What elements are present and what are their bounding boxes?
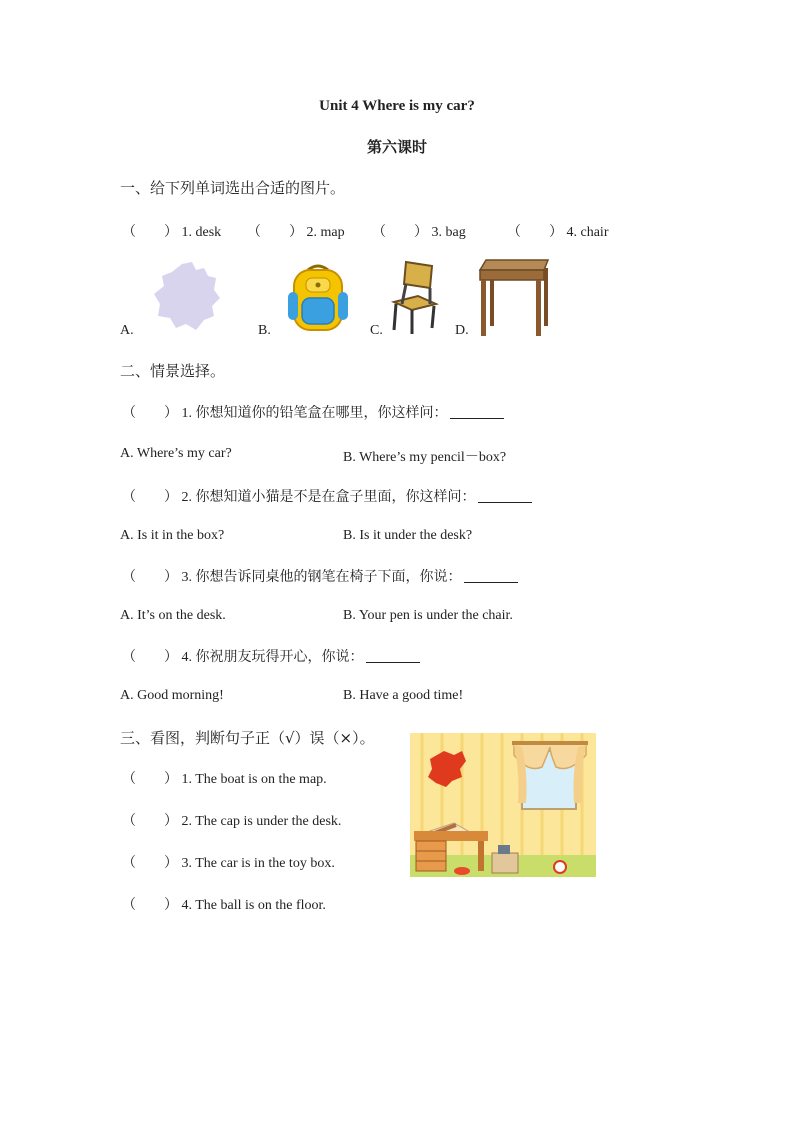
word-item-2 (247, 221, 345, 241)
question-4 (122, 646, 420, 666)
option-a: A. Good morning! (120, 688, 224, 703)
answer-paren[interactable]: （ ） (372, 225, 428, 240)
question-prompt: 你想告诉同桌他的钢笔在椅子下面，你说： (195, 569, 462, 585)
word-label: 2. map (306, 225, 345, 240)
answer-blank[interactable] (450, 404, 504, 419)
answer-blank[interactable] (464, 568, 518, 583)
word-label: 4. chair (566, 225, 609, 240)
answer-paren[interactable]: （ ） (122, 814, 178, 829)
word-label: 3. bag (431, 225, 466, 240)
answer-paren[interactable]: （ ） (247, 225, 303, 240)
room-scene-illustration (410, 733, 596, 877)
answer-paren[interactable]: （ ） (122, 490, 178, 505)
answer-paren[interactable]: （ ） (122, 406, 178, 421)
answer-paren[interactable]: （ ） (507, 225, 563, 240)
word-item-3 (372, 221, 466, 241)
question-prompt: 你想知道小猫是不是在盒子里面，你这样问： (195, 489, 476, 505)
map-icon (152, 260, 222, 332)
question-number: 2. (181, 490, 192, 505)
statement-3 (122, 852, 335, 872)
section-3-heading: 三、看图，判断句子正（√）误（×）。 (120, 729, 375, 747)
option-b: B. Is it under the desk? (343, 528, 473, 543)
statement-text: 4. The ball is on the floor. (181, 898, 326, 913)
page-title: Unit 4 Where is my car? (319, 98, 475, 114)
option-label-b: B. (258, 323, 271, 338)
question-prompt: 你想知道你的铅笔盒在哪里，你这样问： (195, 405, 448, 421)
word-item-4 (507, 221, 608, 241)
question-prompt: 你祝朋友玩得开心，你说： (195, 649, 364, 665)
option-b: B. Where’s my pencil－box? (343, 450, 507, 465)
option-b: B. Have a good time! (343, 688, 464, 703)
option-label-a: A. (120, 323, 134, 338)
question-3 (122, 566, 518, 586)
question-number: 3. (181, 570, 192, 585)
question-2 (122, 486, 532, 506)
statement-2 (122, 810, 341, 830)
option-b: B. Your pen is under the chair. (343, 608, 513, 623)
statement-4 (122, 894, 326, 914)
word-item-1 (122, 221, 221, 241)
answer-paren[interactable]: （ ） (122, 225, 178, 240)
answer-paren[interactable]: （ ） (122, 856, 178, 871)
schoolbag-icon (286, 262, 350, 334)
option-label-d: D. (455, 323, 469, 338)
statement-1 (122, 768, 327, 788)
answer-paren[interactable]: （ ） (122, 650, 178, 665)
answer-blank[interactable] (366, 648, 420, 663)
chair-icon (388, 258, 440, 336)
statement-text: 1. The boat is on the map. (181, 772, 327, 787)
statement-text: 2. The cap is under the desk. (181, 814, 342, 829)
option-a: A. Where’s my car? (120, 446, 232, 461)
answer-paren[interactable]: （ ） (122, 772, 178, 787)
option-a: A. It’s on the desk. (120, 608, 226, 623)
answer-paren[interactable]: （ ） (122, 570, 178, 585)
section-1-heading: 一、给下列单词选出合适的图片。 (120, 179, 346, 197)
question-number: 1. (181, 406, 192, 421)
section-2-heading: 二、情景选择。 (120, 362, 226, 380)
lesson-subtitle: 第六课时 (366, 138, 427, 156)
desk-icon (476, 258, 552, 338)
word-label: 1. desk (181, 225, 222, 240)
question-1 (122, 402, 504, 422)
question-number: 4. (181, 650, 192, 665)
answer-blank[interactable] (478, 488, 532, 503)
answer-paren[interactable]: （ ） (122, 898, 178, 913)
statement-text: 3. The car is in the toy box. (181, 856, 335, 871)
option-a: A. Is it in the box? (120, 528, 225, 543)
option-label-c: C. (370, 323, 383, 338)
